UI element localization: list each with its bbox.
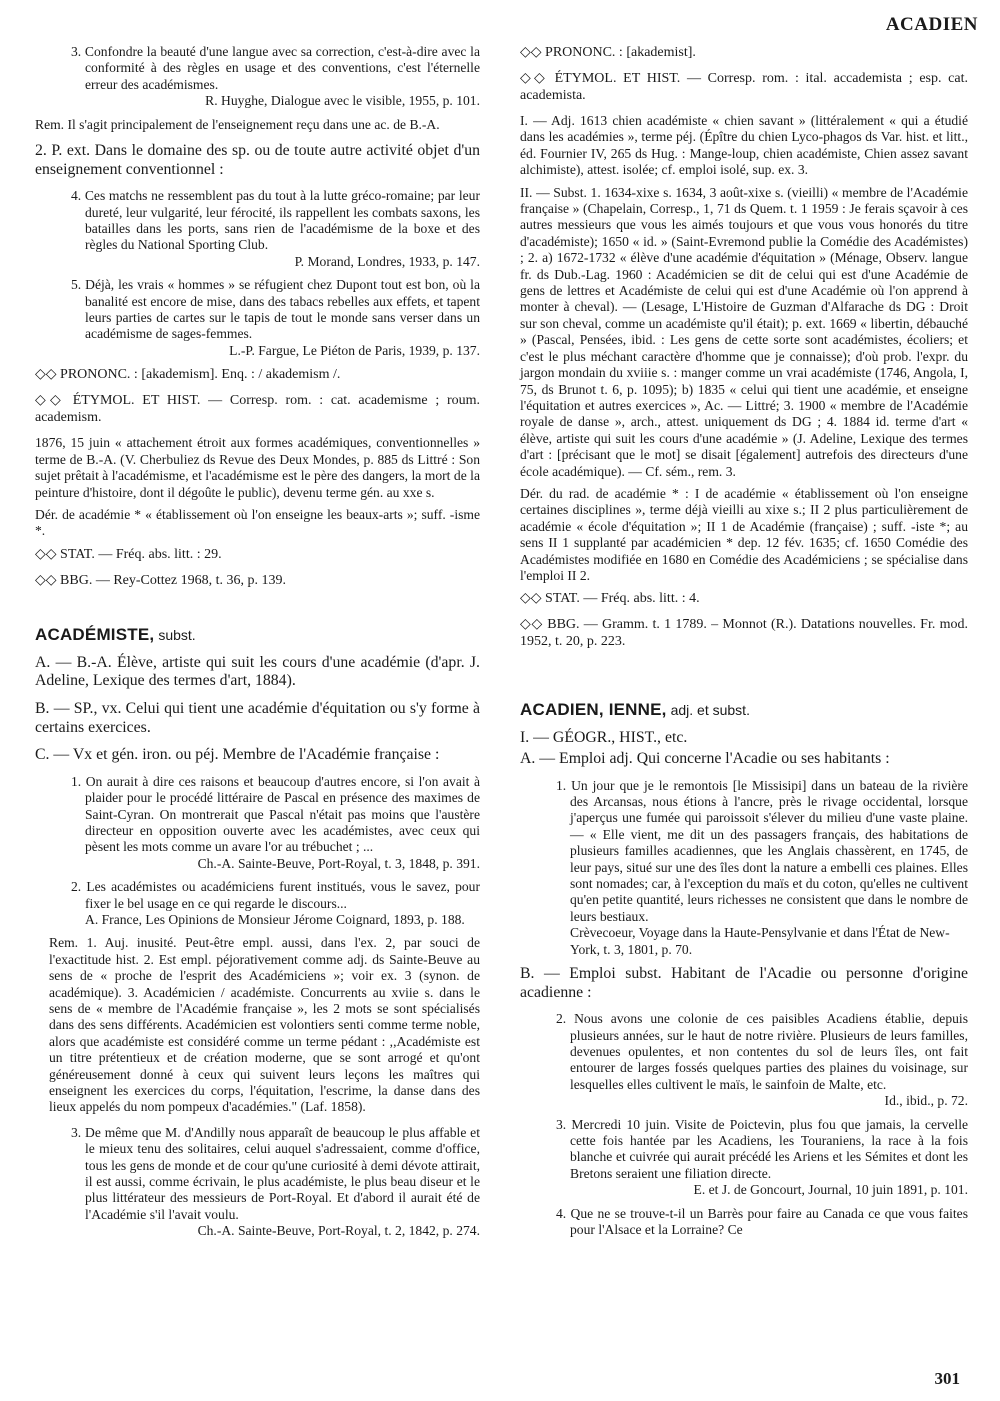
etymol-adj: I. — Adj. 1613 chien académiste « chien savant » (littéralement « qui a étudié dans les académies », terme péj. (Épître du chien Lyco-phagos ds Var. hist. et litt., éd. Fournier IV, 265 ds Hug. : Mange-loup, chien académiste, Chien assez savant alchimiste), attest. isolée; cf. emploi isolé, sup. ex. 3. bbox=[520, 113, 968, 178]
sense-b: B. — Emploi subst. Habitant de l'Acadie ou personne d'origine acadienne : bbox=[520, 965, 968, 1001]
quote-example-c3: 3. De même que M. d'Andilly nous apparaît de beaucoup le plus affable et le mieux tenu des solitaires, celui auquel s'adressaient, comme d'office, tous les gens de monde et de cour qu'une curiosité à demi dévote attirait, il est aussi, comme écrivain, le plus académiste, le plus beau diseur et le plus littérateur des messieurs de Port-Royal. Et d'abord il aurait été de l'Académie s'il l'avait voulu. Ch.-A. Sainte-Beuve, Port-Royal, t. 2, 1842, p. 274. bbox=[71, 1124, 480, 1239]
running-head: ACADIEN bbox=[885, 14, 978, 35]
sense-c: C. — Vx et gén. iron. ou péj. Membre de l'Académie française : bbox=[35, 746, 440, 764]
remark-academiste: Rem. 1. Auj. inusité. Peut-être empl. aussi, dans l'ex. 2, par souci de l'exactitude hist. 2. Est empl. péjorativement comme adj. ds Sainte-Beuve au sens de « proche de l'esprit des Académiciens »; voir ex. 3 (synon. de académique). 3. Académicien / académiste. Concurrents au xviie s. dans le sens de « membre de l'Académie française », les 2 mots se sont spécialisés dans des sens différents. Académicien est volontiers senti comme terme noble, alors que académiste est considéré comme un terme pédant : ,,Académiste est un titre prétentieux et de création moderne, que se sont arrogé et qu'ont généreusement donné à ceux qui suivent leurs leçons les maîtres qui enseignent les exercices du corps, l'équitation, l'escrime, la danse dans des lieux appelés du nom pompeux d'académies." (Laf. 1858). bbox=[49, 935, 480, 1115]
quote-example-4: 4. Que ne se trouve-t-il un Barrès pour faire au Canada ce que vous faites pour l'Alsace et la Lorraine? Ce bbox=[556, 1205, 968, 1238]
quote-example-3: 3. Mercredi 10 juin. Visite de Poictevin, plus fou que jamais, la cervelle cette fois hantée par les Acadiens, les Touraniens, la race à la fois blanche et cuivrée qui aurait précédé les Ariens et les Sémites et dont les Bretons seraient une filiation directe. E. et J. de Goncourt, Journal, 10 juin 1891, p. 101. bbox=[556, 1116, 968, 1198]
quote-example-5: 5. Déjà, les vrais « hommes » se réfugient chez Dupont tout est bon, où la banalité est encore de mise, dans des tabacs rebelles aux effets, et tapent leurs parties de cartes sur le tapis de tout le monde sans verser dans un académisme de sages-femmes. L.-P. Fargue, Le Piéton de Paris, 1939, p. 137. bbox=[71, 277, 480, 358]
derivation: Dér. de académie * « établissement où l'on enseigne les beaux-arts »; suff. -isme *. bbox=[35, 506, 480, 539]
etymol-text: 1876, 15 juin « attachement étroit aux formes académiques, conventionnelles » terme de B.-A. (V. Cherbuliez ds Revue des Deux Mondes, p. 885 ds Littré : Son sujet prêtait à l'académisme, et l'académisme est le père des dangers, la mort de la peinture d'histoire, dont il dégoûte le public), devenu terme gén. au xxe s. bbox=[35, 435, 480, 500]
etymol-subst: II. — Subst. 1. 1634-xixe s. 1634, 3 août-xixe s. (vieilli) « membre de l'Académie française » (Chapelain, Corresp., 1, 71 ds Quem. t. 1 1959 : Je ferais sçavoir à ces autres messieurs que vous les aimés toujours et que vous vous honorés du titre d'académiste); 1650 « id. » (Saint-Evremond publie la Comédie des Académistes) ; 2. a) 1672-1732 « élève d'une académie d'équitation » (Ménage, Observ. langue fr. ds Dub.-Lag. 1960 : Académicien se dit de celui qui est d'une Académie de gens de lettres et Académiste de celui qui est d'une Académie où l'on apprend à monter à cheval). — (Lesage, L'Histoire de Guzman d'Alfarache ds DG : Droit sur son cheval, comme un académiste qu'il était); p. ext. 1669 « libertin, débauché » (Pascal, Pensées, ibid. : Les gens de cette sorte sont académistes, écoliers; et c'est le plus méchant caractère d'homme que je connaisse); d'où prob. l'expr. du jargon mondain du xviiie s. : manger comme un vrai académiste (1746, Angola, I, 75, ds Brunot t. 6, p. 1095); b) 1835 « celui qui tient une académie, et enseigne l'équitation et autres exercices », Ac. — Littré; 3. 1900 « membre de l'Académie royale de danse », arch., attest. uniquement ds DG ; 4. 1884 id. terme d'art « élève, artiste qui suit les cours d'une académie » (J. Adeline, Lexique des termes d'art : [précisant que le mot] se disait [également] autrefois des directeurs d'une école académique). — Cf. sém., rem. 3. bbox=[520, 184, 968, 479]
sense-a: A. — B.-A. Élève, artiste qui suit les cours d'une académie (d'apr. J. Adeline, Lexique des termes d'art, 1884). bbox=[35, 653, 480, 690]
left-column bbox=[35, 44, 480, 1247]
quote-example-c2: 2. Les académistes ou académiciens furent institués, vous le savez, pour fixer le bel usage en ce qui regarde le discours... A. France, Les Opinions de Monsieur Jérome Coignard, 1893, p. 188. bbox=[71, 879, 480, 927]
entry-heading-acadien: ACADIEN, IENNE, adj. et subst. bbox=[520, 700, 750, 720]
prononc-section: ◇◇ PRONONC. : [akademist]. bbox=[520, 45, 696, 60]
remark: Rem. Il s'agit principalement de l'enseignement reçu dans une ac. de B.-A. bbox=[35, 116, 440, 132]
quote-example-c1: 1. On aurait à dire ces raisons et beaucoup d'autres encore, si l'on avait à plaider pour le procédé littéraire de Pascal en présence des maximes de Saint-Cyran. On montrerait que Pascal n'était pas moins que l'austère directeur en opposition ouverte avec les académistes, avec ceux qui pèsent les mots comme un avare l'or au trébuchet ; ... Ch.-A. Sainte-Beuve, Port-Royal, t. 3, 1848, p. 391. bbox=[71, 773, 480, 871]
quote-example-1: 1. Un jour que je le remontois [le Missisipi] dans un bateau de la rivière des Arcansas, nous étions à l'ancre, près le rivage occidental, lorsque j'aperçus une fumée qui paroissoit s'élever du milieu d'une vaste plaine. — « Elle vient, me dit un des passagers français, des habitations de plusieurs familles acadiennes, que les Anglais chassèrent, en 1745, de leur pays, situé sur une des îles dont la nature a embelli ces plaines. Elles sont nomades; car, à l'exception du maïs et du coton, qu'elles ne cultivent qu'en petite quantité, leurs richesses ne consistent que dans le nombre de leurs bestiaux. Crèvecoeur, Voyage dans la Haute-Pensylvanie et dans l'État de New-York, t. 3, 1801, p. 70. bbox=[556, 777, 968, 957]
sense-i: I. — GÉOGR., HIST., etc. bbox=[520, 729, 688, 747]
quote-example-2: 2. Nous avons une colonie de ces paisibles Acadiens établie, depuis plusieurs années, sur le haut de notre rivière. Plusieurs de leurs familles, devenues opulentes, et non contentes du sol de leurs îles, ont fait entourer de larges fossés quelques parties des plaines du voisinage, sur lesquelles elles cultivent le maïs, le sainfoin de Malte, etc. Id., ibid., p. 72. bbox=[556, 1011, 968, 1109]
bbg-section: ◇◇ BBG. — Rey-Cottez 1968, t. 36, p. 139. bbox=[35, 572, 286, 588]
derivation: Dér. du rad. de académie * : I de académie « établissement où l'on enseigne certaines disciplines », terme déjà vieilli au xixe s.; II 2 plus particulièrement de académie « école d'équitation »; II 1 de Académie (française) ; suff. -iste *; au sens II 1 supplanté par académicien * dep. 12 fév. 1635; cf. 1650 Comédie des Académistes modifiée en 1680 en Comédie des Académiciens ; se spécialise dans l'emploi II 2. bbox=[520, 485, 968, 583]
prononc-section: ◇◇ PRONONC. : [akademism]. Enq. : / akademism /. bbox=[35, 367, 341, 383]
sense-b: B. — SP., vx. Celui qui tient une académie d'équitation ou s'y forme à certains exercices. bbox=[35, 699, 480, 736]
stat-section: ◇◇ STAT. — Fréq. abs. litt. : 4. bbox=[520, 591, 700, 607]
bbg-section: ◇◇ BBG. — Gramm. t. 1 1789. – Monnot (R.). Datations nouvelles. Fr. mod. 1952, t. 20, p. 223. bbox=[520, 617, 968, 650]
page-number: 301 bbox=[934, 1369, 960, 1388]
right-column bbox=[520, 44, 968, 1246]
etymol-section: ◇◇ ÉTYMOL. ET HIST. — Corresp. rom. : ital. accademista ; esp. cat. academista. bbox=[520, 71, 968, 103]
etymol-section: ◇◇ ÉTYMOL. ET HIST. — Corresp. rom. : cat. academisme ; roum. academism. bbox=[35, 393, 480, 426]
stat-section: ◇◇ STAT. — Fréq. abs. litt. : 29. bbox=[35, 546, 222, 562]
entry-heading-academiste: ACADÉMISTE, subst. bbox=[35, 624, 196, 644]
sense-2: 2. P. ext. Dans le domaine des sp. ou de toute autre activité objet d'un enseignement conventionnel : bbox=[35, 142, 480, 178]
quote-example-4: 4. Ces matchs ne ressemblent pas du tout à la lutte gréco-romaine; par leur dureté, leur vulgarité, leur férocité, ils rappellent les combats saxons, les batailles dans les ports, sans rien de l'académisme de la boxe et des règles du National Sporting Club. P. Morand, Londres, 1933, p. 147. bbox=[71, 188, 480, 269]
sense-a: A. — Emploi adj. Qui concerne l'Acadie ou ses habitants : bbox=[520, 749, 890, 767]
quote-example-3: 3. Confondre la beauté d'une langue avec sa correction, c'est-à-dire avec la conformité à des règles en usage et des conventions, c'est l'éternelle erreur des académismes. R. Huyghe, Dialogue avec le visible, 1955, p. 101. bbox=[71, 44, 480, 109]
